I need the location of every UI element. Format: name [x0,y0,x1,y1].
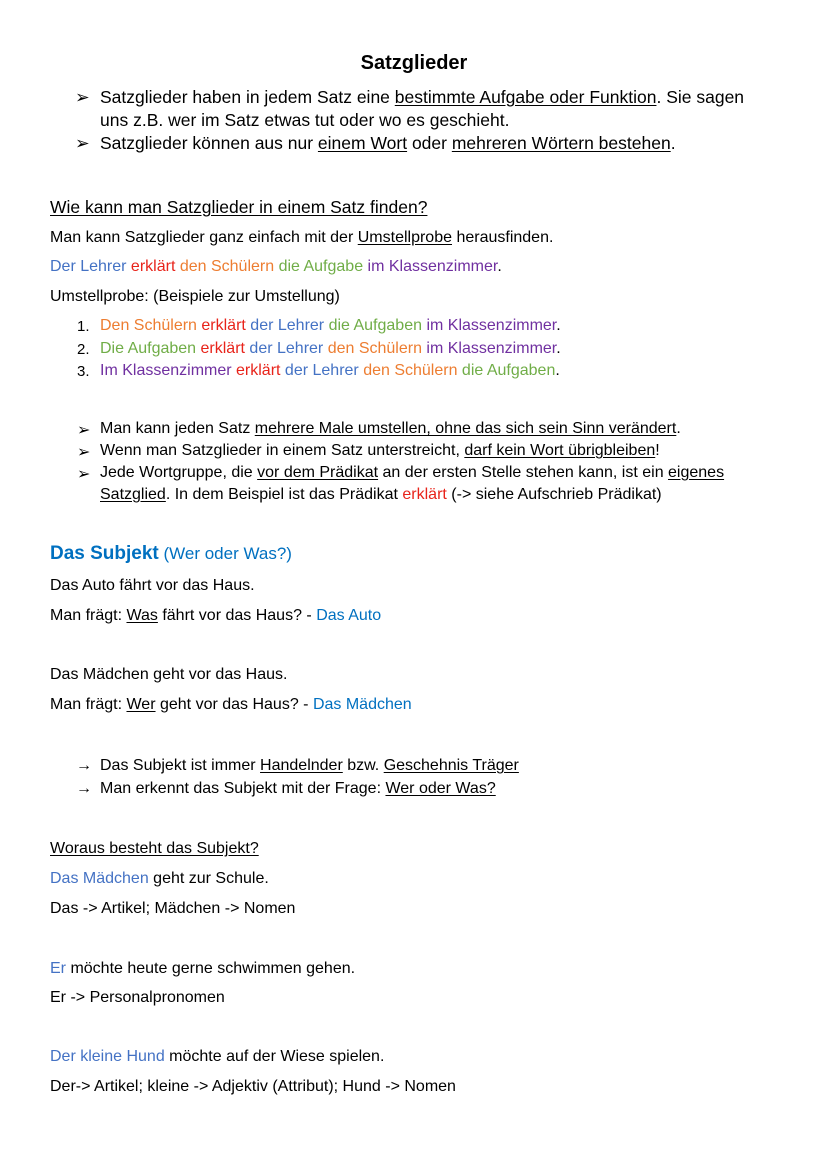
list-number: 2. [77,341,90,358]
text-segment: Geschehnis Träger [383,757,519,774]
consist-explain-1: Das -> Artikel; Mädchen -> Nomen [50,900,296,917]
text-segment: mehreren Wörtern bestehen [451,133,671,153]
text-segment: einem Wort [317,133,408,153]
subject-question-2 [50,696,412,714]
consist-sentence-1 [50,870,269,888]
text-segment: (-> siehe Aufschrieb Prädikat) [446,486,662,503]
text-segment: Er [50,960,66,977]
text-segment: geht zur Schule. [148,870,269,887]
text-segment: . [556,340,561,357]
text-segment: Im Klassenzimmer [100,362,232,379]
text-segment: den Schülern [323,340,422,357]
text-segment: Der kleine Hund [50,1048,165,1065]
bullet-icon: ➢ [75,133,90,153]
text-segment: oder [407,133,452,153]
consist-sentence-2 [50,960,355,978]
text-segment: . [556,317,561,334]
subject-note-2 [100,780,496,798]
list-item [100,362,560,380]
intro-bullet-1-line-1 [100,87,744,108]
text-segment: . [670,133,676,153]
umstellprobe-label: Umstellprobe: (Beispiele zur Umstellung) [50,288,340,305]
text-segment: im Klassenzimmer [363,258,498,275]
text-segment: darf kein Wort übrigbleiben [464,442,656,459]
text-segment: . Sie sagen [656,87,745,107]
section-heading-subject [50,543,292,565]
text-segment: herausfinden. [452,229,554,246]
text-segment: . [497,258,502,275]
bullet-icon: ➢ [75,87,90,107]
example-sentence [50,258,502,276]
text-segment: den Schülern [175,258,275,275]
text-segment: Man frägt: [50,607,127,624]
subject-example-2: Das Mädchen geht vor das Haus. [50,666,288,683]
rule-3-line-1 [100,464,724,482]
rule-3-line-2 [100,486,662,504]
text-segment: im Klassenzimmer [421,340,557,357]
arrow-right-icon: → [76,757,92,774]
text-segment: im Klassenzimmer [422,317,557,334]
text-segment: Wer oder Was? [385,780,496,797]
consist-sentence-3 [50,1048,384,1066]
text-segment: Man erkennt das Subjekt mit der Frage: [100,780,386,797]
text-segment: Man frägt: [50,696,127,713]
text-segment: Der Lehrer [50,258,127,275]
consist-explain-3: Der-> Artikel; kleine -> Adjektiv (Attribut); Hund -> Nomen [50,1078,456,1095]
arrow-right-icon: → [76,780,92,797]
text-segment: Jede Wortgruppe, die [100,464,258,481]
text-segment: der Lehrer [244,340,324,357]
intro-bullet-2-text [100,133,676,154]
text-segment: bzw. [342,757,384,774]
text-segment: . In dem Beispiel ist das Prädikat [165,486,403,503]
bullet-icon: ➢ [77,422,91,439]
intro-bullet-1 [75,87,90,108]
text-segment: vor dem Prädikat [257,464,379,481]
text-segment: . [676,420,681,437]
text-segment: Satzglieder können aus nur [100,133,318,153]
text-segment: die Aufgabe [274,258,364,275]
text-segment: Handelnder [260,757,343,774]
rule-2 [100,442,660,460]
text-segment: Die Aufgaben [100,340,197,357]
text-segment: erklärt [196,340,245,357]
text-segment: der Lehrer [280,362,359,379]
list-item [100,317,561,335]
text-segment: Was [126,607,158,624]
text-segment: Man kann jeden Satz [100,420,255,437]
text-segment: Das Mädchen [50,870,149,887]
bullet-icon: ➢ [77,466,91,483]
text-segment: Das Mädchen [312,696,412,713]
text-segment: Satzglieder haben in jedem Satz eine [100,87,395,107]
text-segment: erklärt [231,362,281,379]
text-segment: ! [655,442,660,459]
list-item [100,340,561,358]
subject-example-1: Das Auto fährt vor das Haus. [50,577,255,594]
rule-1 [100,420,681,438]
text-segment: Umstellprobe [357,229,452,246]
text-segment: die Aufgaben [324,317,422,334]
text-segment: erklärt [126,258,176,275]
subject-note-1 [100,757,519,775]
text-segment: erklärt [402,486,447,503]
text-segment: geht vor das Haus? - [155,696,313,713]
text-segment: den Schülern [358,362,458,379]
consist-explain-2: Er -> Personalpronomen [50,989,225,1006]
text-segment: an der ersten Stelle stehen kann, ist ein [378,464,669,481]
text-segment: Das Auto [316,607,382,624]
text-segment: Das Subjekt [50,543,159,564]
text-segment: eigenes [668,464,725,481]
text-segment: Das Subjekt ist immer [100,757,261,774]
text-segment: möchte heute gerne schwimmen gehen. [66,960,356,977]
text-segment: Wenn man Satzglieder in einem Satz unterstreicht, [100,442,465,459]
bullet-icon: ➢ [77,444,91,461]
subject-question-1 [50,607,381,625]
intro-bullet-2 [75,133,90,154]
text-segment: mehrere Male umstellen, ohne das sich sein Sinn verändert [254,420,677,437]
text-segment: der Lehrer [245,317,325,334]
section-heading-find: Wie kann man Satzglieder in einem Satz finden? [50,197,428,217]
text-segment: Satzglied [100,486,166,503]
text-segment: Man kann Satzglieder ganz einfach mit der [50,229,358,246]
intro-bullet-1-line-2: uns z.B. wer im Satz etwas tut oder wo es geschieht. [100,110,510,130]
text-segment: bestimmte Aufgabe oder Funktion [394,87,657,107]
find-intro-line [50,229,553,247]
section-heading-consist: Woraus besteht das Subjekt? [50,840,259,857]
list-number: 1. [77,318,90,335]
text-segment: die Aufgaben [457,362,556,379]
text-segment: erklärt [196,317,246,334]
text-segment: Wer [126,696,156,713]
list-number: 3. [77,363,90,380]
page-title: Satzglieder [360,52,468,74]
text-segment: (Wer oder Was?) [158,544,292,563]
text-segment: . [555,362,560,379]
text-segment: Den Schülern [100,317,197,334]
text-segment: möchte auf der Wiese spielen. [164,1048,385,1065]
text-segment: fährt vor das Haus? - [157,607,317,624]
